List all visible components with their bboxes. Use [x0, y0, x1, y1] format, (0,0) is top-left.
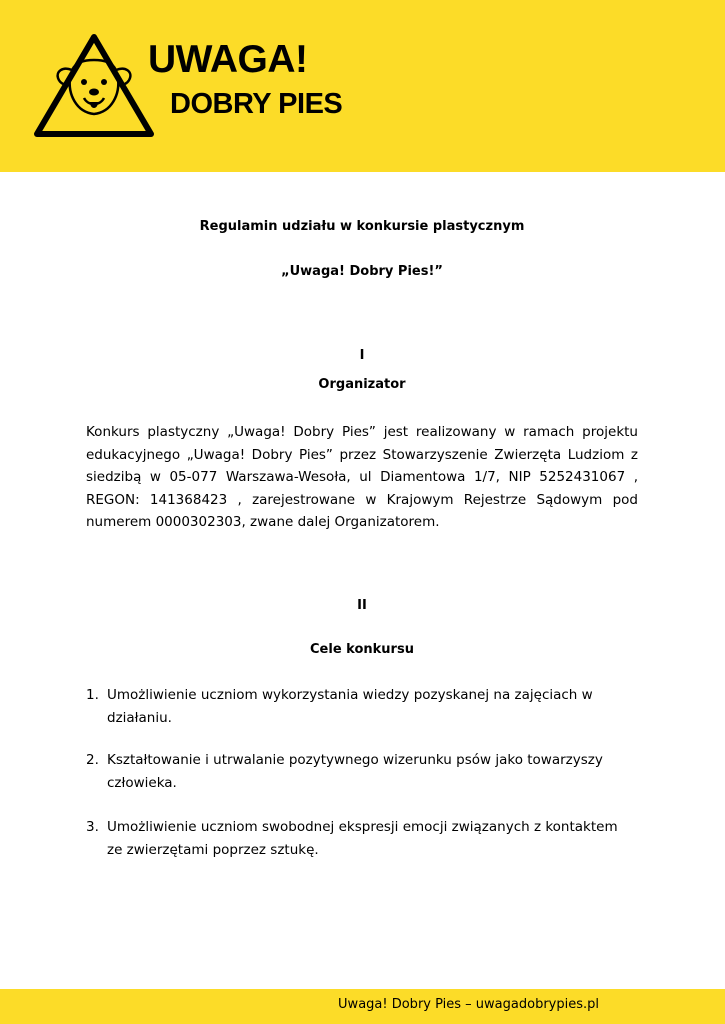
list-item-text: Umożliwienie uczniom wykorzystania wiedzy pozyskanej na zajęciach w działaniu. [107, 687, 593, 726]
section-heading: Organizator [318, 377, 406, 392]
list-item-number: 2. [86, 752, 99, 768]
list-item-number: 3. [86, 819, 99, 835]
document-subtitle: „Uwaga! Dobry Pies!” [281, 264, 443, 279]
list-item-text: Umożliwienie uczniom swobodnej ekspresji emocji związanych z kontaktem ze zwierzętami poprzez sztukę. [107, 819, 618, 858]
footer-text: Uwaga! Dobry Pies – uwagadobrypies.pl [338, 997, 599, 1012]
brand-subtitle: DOBRY PIES [170, 88, 343, 120]
header-banner [0, 0, 725, 172]
section-number: II [357, 598, 367, 613]
section-number: I [359, 348, 365, 363]
list-item [86, 816, 638, 861]
list-item [86, 749, 638, 794]
list-item-text: Kształtowanie i utrwalanie pozytywnego wizerunku psów jako towarzyszy człowieka. [107, 752, 603, 791]
dog-warning-triangle-icon [32, 32, 156, 140]
list-item-number: 1. [86, 687, 99, 703]
section-paragraph: Konkurs plastyczny „Uwaga! Dobry Pies” jest realizowany w ramach projektu edukacyjnego „Uwaga! Dobry Pies” przez Stowarzyszenie Zwierzęta Ludziom z siedzibą w 05-077 Warszawa-Wesoła, ul Diamentowa 1/7, NIP 5252431067 , REGON: 141368423 , zarejestrowane w Krajowym Rejestrze Sądowym pod numerem 0000302303, zwane dalej Organizatorem. [86, 424, 638, 530]
footer-bar [0, 989, 725, 1024]
section-heading: Cele konkursu [310, 642, 414, 657]
document-title: Regulamin udziału w konkursie plastycznym [199, 219, 525, 234]
brand-title: UWAGA! [148, 38, 308, 81]
list-item [86, 684, 638, 729]
